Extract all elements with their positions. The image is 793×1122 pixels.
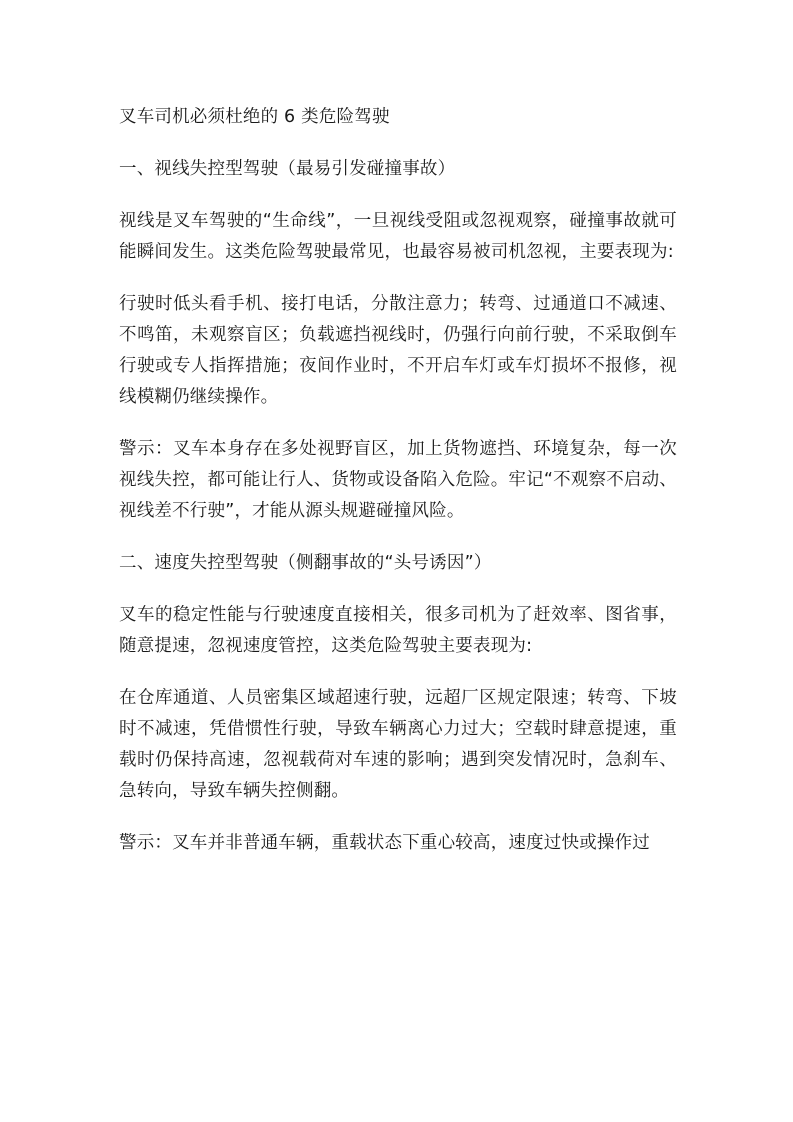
document-page [119,102,677,880]
section-2-warning: 警示：叉车并非普通车辆，重载状态下重心较高，速度过快或操作过 [119,833,650,853]
document-title: 叉车司机必须杜绝的 6 类危险驾驶 [119,107,390,127]
section-2-paragraph-1: 叉车的稳定性能与行驶速度直接相关，很多司机为了赶效率、图省事，随意提速，忽视速度管控，这类危险驾驶主要表现为: [119,605,677,656]
section-heading-2: 二、速度失控型驾驶（侧翻事故的“头号诱因”） [119,553,492,573]
section-1-warning: 警示：叉车本身存在多处视野盲区，加上货物遮挡、环境复杂，每一次视线失控，都可能让行人、货物或设备陷入危险。牢记“不观察不启动、视线差不行驶”，才能从源头规避碰撞风险。 [119,439,677,521]
section-1-paragraph-1: 视线是叉车驾驶的“生命线”，一旦视线受阻或忽视观察，碰撞事故就可能瞬间发生。这类危险驾驶最常见，也最容易被司机忽视，主要表现为: [119,211,677,262]
section-2-paragraph-2: 在仓库通道、人员密集区域超速行驶，远超厂区规定限速；转弯、下坡时不减速，凭借惯性行驶，导致车辆离心力过大；空载时肆意提速，重载时仍保持高速，忽视载荷对车速的影响；遇到突发情况时，急刹车、急转向，导致车辆失控侧翻。 [119,688,677,801]
section-1-paragraph-2: 行驶时低头看手机、接打电话，分散注意力；转弯、过通道口不减速、不鸣笛，未观察盲区；负载遮挡视线时，仍强行向前行驶，不采取倒车行驶或专人指挥措施；夜间作业时，不开启车灯或车灯损坏不报修，视线模糊仍继续操作。 [119,294,677,407]
section-heading-1: 一、视线失控型驾驶（最易引发碰撞事故） [119,159,456,179]
